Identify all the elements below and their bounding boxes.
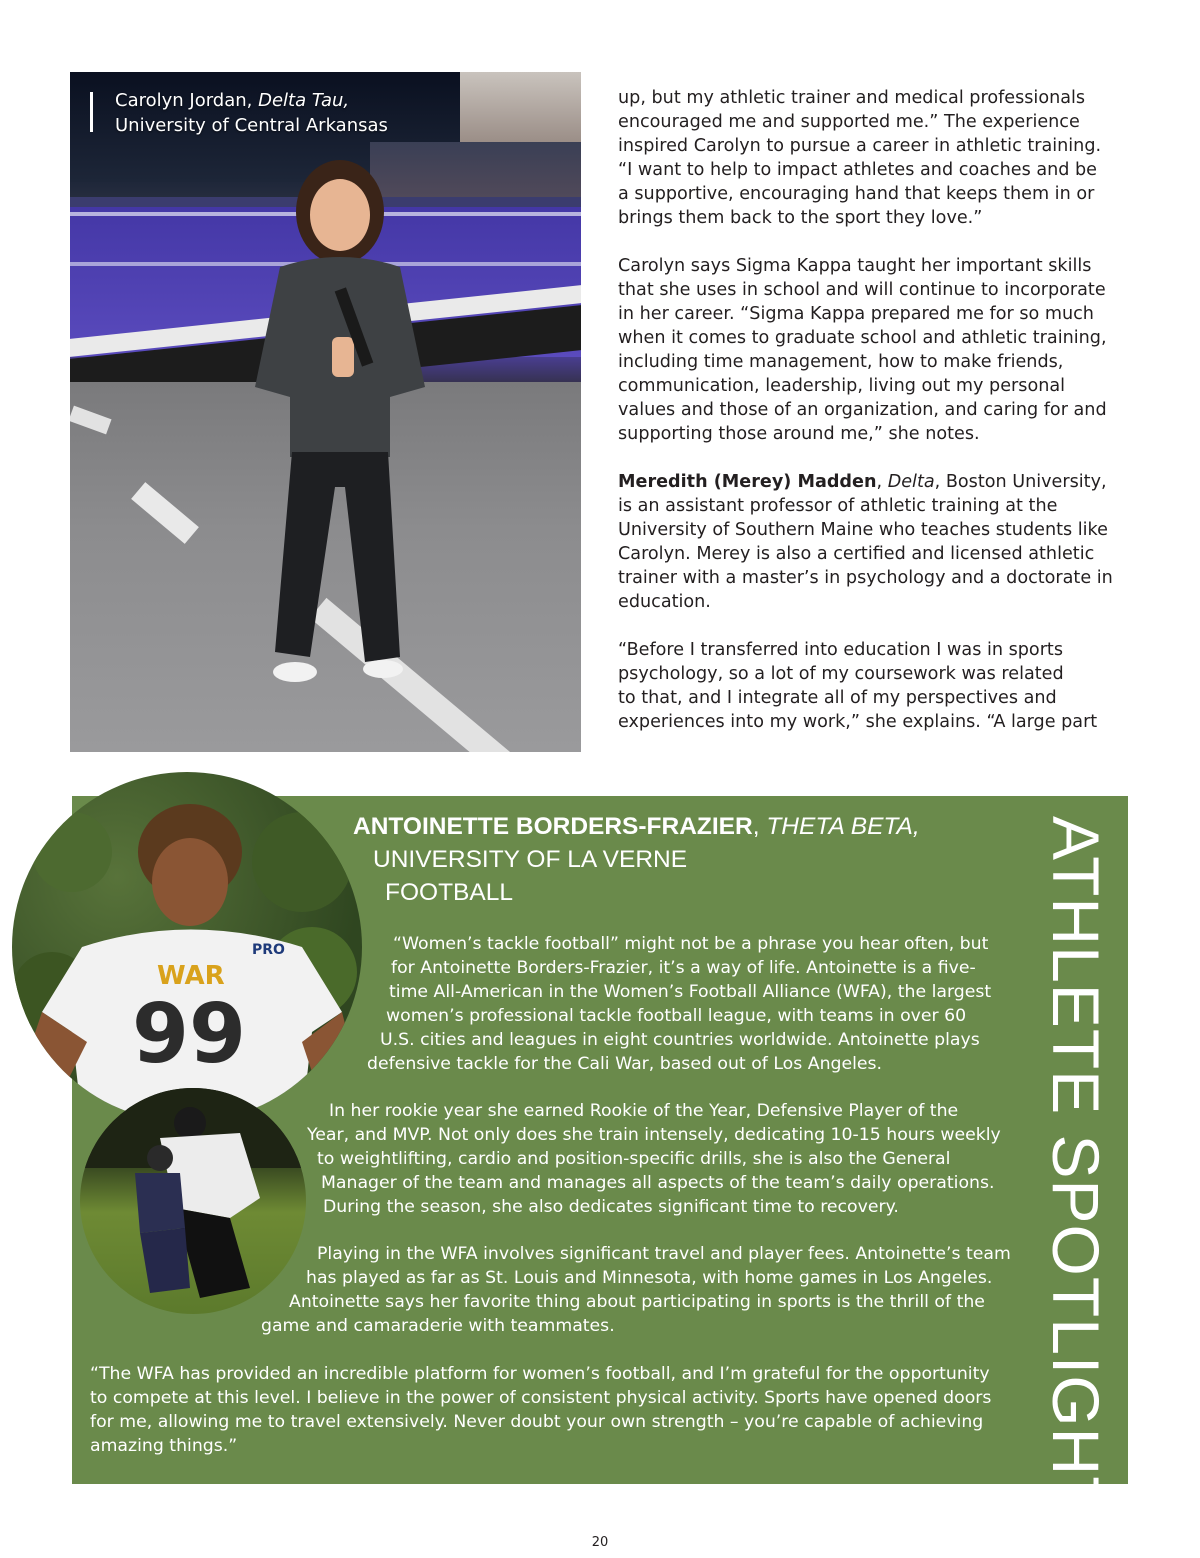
text-line: University of Southern Maine who teaches students like bbox=[618, 520, 1108, 540]
athlete-chapter: THETA BETA, bbox=[766, 813, 920, 840]
text-line: that she uses in school and will continue to incorporate bbox=[618, 280, 1106, 300]
athlete-spotlight-title bbox=[1039, 816, 1120, 1518]
comma: , bbox=[876, 472, 888, 492]
text-line: to that, and I integrate all of my perspectives and bbox=[618, 688, 1057, 708]
caption-school: University of Central Arkansas bbox=[115, 115, 388, 136]
paragraph-1 bbox=[618, 86, 1128, 230]
caption-name: Carolyn Jordan, bbox=[115, 90, 253, 111]
caption-chapter: Delta Tau, bbox=[258, 90, 350, 111]
para1-line: “Women’s tackle football” might not be a phrase you hear often, but bbox=[393, 934, 989, 954]
text-line: up, but my athletic trainer and medical professionals bbox=[618, 88, 1086, 108]
antoinette-portrait-photo bbox=[12, 772, 362, 1122]
merey-school: , Boston University, bbox=[934, 472, 1107, 492]
carolyn-jordan-photo bbox=[70, 72, 581, 752]
athlete-sport: FOOTBALL bbox=[385, 879, 513, 906]
para1-line: for Antoinette Borders-Frazier, it’s a way of life. Antoinette is a five- bbox=[391, 958, 976, 978]
para1-line: women’s professional tackle football league, with teams in over 60 bbox=[386, 1006, 967, 1026]
portrait-illustration bbox=[12, 772, 362, 1122]
para1-line: time All-American in the Women’s Football Alliance (WFA), the largest bbox=[389, 982, 992, 1002]
paragraph-3 bbox=[618, 470, 1128, 614]
jersey-team: WAR bbox=[157, 961, 225, 991]
para3-line: Playing in the WFA involves significant travel and player fees. Antoinette’s team bbox=[317, 1244, 1011, 1264]
quote-line: amazing things.” bbox=[90, 1436, 238, 1456]
para2-line: During the season, she also dedicates significant time to recovery. bbox=[323, 1197, 899, 1217]
athlete-school: UNIVERSITY OF LA VERNE bbox=[373, 846, 688, 873]
text-line: communication, leadership, living out my personal bbox=[618, 376, 1066, 396]
page-number: 20 bbox=[591, 1535, 609, 1550]
text-line: Carolyn says Sigma Kappa taught her important skills bbox=[618, 256, 1092, 276]
text-line: brings them back to the sport they love.” bbox=[618, 208, 983, 228]
vertical-title-text: ATHLETE SPOTLIGHT bbox=[1039, 816, 1113, 1518]
text-line: inspired Carolyn to pursue a career in athletic training. bbox=[618, 136, 1102, 156]
para3-line: has played as far as St. Louis and Minnesota, with home games in Los Angeles. bbox=[306, 1268, 993, 1288]
carolyn-figure bbox=[240, 157, 440, 697]
quote-line: for me, allowing me to travel extensively. Never doubt your own strength – you’re capable of achieving bbox=[90, 1412, 984, 1432]
para2-line: Manager of the team and manages all aspects of the team’s daily operations. bbox=[321, 1173, 995, 1193]
text-line: Carolyn. Merey is also a certified and licensed athletic bbox=[618, 544, 1095, 564]
merey-chapter: Delta bbox=[887, 472, 935, 492]
text-line: including time management, how to make friends, bbox=[618, 352, 1064, 372]
antoinette-game-action-photo bbox=[80, 1088, 306, 1314]
jersey-number: 99 bbox=[132, 987, 247, 1082]
para3-line: game and camaraderie with teammates. bbox=[261, 1316, 615, 1336]
article-column bbox=[618, 86, 1128, 758]
text-line: trainer with a master’s in psychology and a doctorate in bbox=[618, 568, 1113, 588]
text-line: psychology, so a lot of my coursework was related bbox=[618, 664, 1064, 684]
caption-bar bbox=[90, 92, 93, 132]
text-line: “Before I transferred into education I was in sports bbox=[618, 640, 1063, 660]
text-line: “I want to help to impact athletes and coaches and be bbox=[618, 160, 1098, 180]
text-line: encouraged me and supported me.” The experience bbox=[618, 112, 1080, 132]
text-line: experiences into my work,” she explains. “A large part bbox=[618, 712, 1098, 732]
text-line: in her career. “Sigma Kappa prepared me for so much bbox=[618, 304, 1094, 324]
para1-line: defensive tackle for the Cali War, based out of Los Angeles. bbox=[367, 1054, 883, 1074]
text-line: supporting those around me,” she notes. bbox=[618, 424, 980, 444]
text-line: when it comes to graduate school and athletic training, bbox=[618, 328, 1107, 348]
paragraph-2 bbox=[618, 254, 1128, 446]
para2-line: Year, and MVP. Not only does she train intensely, dedicating 10-15 hours weekly bbox=[307, 1125, 1001, 1145]
para3-line: Antoinette says her favorite thing about participating in sports is the thrill of the bbox=[289, 1292, 985, 1312]
text-line: education. bbox=[618, 592, 711, 612]
text-line: is an assistant professor of athletic training at the bbox=[618, 496, 1058, 516]
photo-caption bbox=[115, 88, 388, 138]
spotlight-heading-line1 bbox=[353, 810, 920, 844]
paragraph-4 bbox=[618, 638, 1128, 734]
text-line: a supportive, encouraging hand that keeps them in or bbox=[618, 184, 1095, 204]
action-illustration bbox=[80, 1088, 306, 1314]
text-line bbox=[618, 470, 1128, 494]
quote-line: to compete at this level. I believe in the power of consistent physical activity. Sports have opened doors bbox=[90, 1388, 992, 1408]
merey-name: Meredith (Merey) Madden bbox=[618, 472, 877, 492]
athlete-name: ANTOINETTE BORDERS-FRAZIER bbox=[353, 813, 753, 840]
para2-line: In her rookie year she earned Rookie of the Year, Defensive Player of the bbox=[329, 1101, 959, 1121]
jersey-patch: PRO bbox=[252, 942, 285, 958]
quote-line: “The WFA has provided an incredible platform for women’s football, and I’m grateful for the opportunity bbox=[90, 1364, 990, 1384]
para2-line: to weightlifting, cardio and position-specific drills, she is also the General bbox=[317, 1149, 951, 1169]
comma: , bbox=[752, 813, 767, 840]
text-line: values and those of an organization, and caring for and bbox=[618, 400, 1107, 420]
para1-line: U.S. cities and leagues in eight countries worldwide. Antoinette plays bbox=[380, 1030, 980, 1050]
